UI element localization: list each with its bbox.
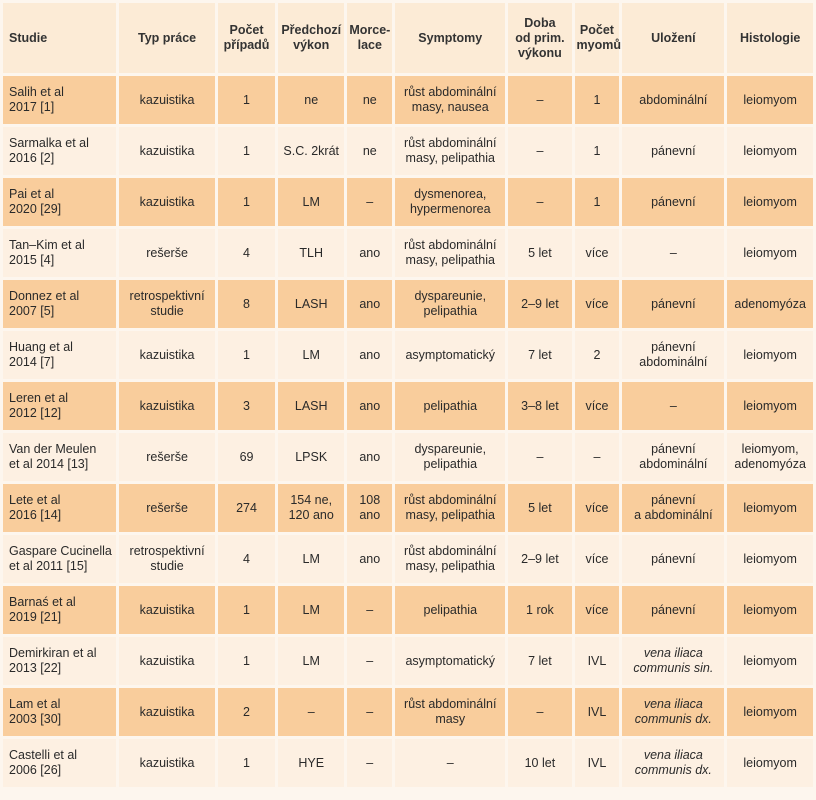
cell-studie: Donnez et al 2007 [5] [3, 280, 116, 328]
cell-typ-prace: retrospektivní studie [119, 280, 215, 328]
cell-pocet-pripadu: 1 [218, 331, 275, 379]
cell-typ-prace: kazuistika [119, 76, 215, 124]
table-row [3, 484, 813, 532]
cell-studie: Pai et al 2020 [29] [3, 178, 116, 226]
cell-predchozi-vykon: S.C. 2krát [278, 127, 344, 175]
cell-symptomy: růst abdominální masy, pelipathia [395, 535, 505, 583]
cell-ulozeni: pánevní abdominální [622, 433, 724, 481]
cell-predchozi-vykon: – [278, 688, 344, 736]
cell-morcelace: ano [347, 280, 392, 328]
cell-typ-prace: kazuistika [119, 688, 215, 736]
cell-pocet-myomu: 1 [575, 178, 620, 226]
cell-histologie: leiomyom [727, 76, 813, 124]
cell-pocet-myomu: více [575, 484, 620, 532]
cell-histologie: leiomyom [727, 637, 813, 685]
cell-doba: 7 let [508, 331, 571, 379]
cell-doba: – [508, 688, 571, 736]
header-typ-prace: Typ práce [119, 3, 215, 73]
table-row [3, 433, 813, 481]
table-row [3, 127, 813, 175]
table-row [3, 586, 813, 634]
cell-doba: 2–9 let [508, 535, 571, 583]
cell-pocet-pripadu: 1 [218, 637, 275, 685]
cell-ulozeni: vena iliaca communis sin. [622, 637, 724, 685]
cell-histologie: leiomyom [727, 382, 813, 430]
cell-predchozi-vykon: LM [278, 178, 344, 226]
cell-pocet-pripadu: 8 [218, 280, 275, 328]
cell-symptomy: asymptomatický [395, 637, 505, 685]
cell-symptomy: dyspareunie, pelipathia [395, 433, 505, 481]
cell-morcelace: – [347, 688, 392, 736]
cell-pocet-pripadu: 4 [218, 229, 275, 277]
cell-studie: Castelli et al 2006 [26] [3, 739, 116, 787]
cell-ulozeni: – [622, 382, 724, 430]
cell-morcelace: ano [347, 382, 392, 430]
cell-typ-prace: rešerše [119, 484, 215, 532]
table-row [3, 331, 813, 379]
cell-pocet-myomu: IVL [575, 739, 620, 787]
cell-pocet-myomu: – [575, 433, 620, 481]
cell-symptomy: pelipathia [395, 586, 505, 634]
cell-doba: 5 let [508, 484, 571, 532]
cell-studie: Sarmalka et al 2016 [2] [3, 127, 116, 175]
table-row [3, 178, 813, 226]
cell-histologie: leiomyom [727, 127, 813, 175]
cell-studie: Van der Meulen et al 2014 [13] [3, 433, 116, 481]
cell-histologie: leiomyom [727, 535, 813, 583]
cell-morcelace: ano [347, 229, 392, 277]
cell-doba: 5 let [508, 229, 571, 277]
cell-morcelace: – [347, 178, 392, 226]
header-pocet-pripadu: Počet případů [218, 3, 275, 73]
cell-typ-prace: retrospektivní studie [119, 535, 215, 583]
table-row [3, 688, 813, 736]
cell-predchozi-vykon: ne [278, 76, 344, 124]
cell-symptomy: růst abdominální masy, pelipathia [395, 127, 505, 175]
cell-pocet-myomu: více [575, 229, 620, 277]
table-row [3, 382, 813, 430]
cell-morcelace: 108 ano [347, 484, 392, 532]
cell-pocet-myomu: více [575, 586, 620, 634]
cell-ulozeni: – [622, 229, 724, 277]
cell-predchozi-vykon: LPSK [278, 433, 344, 481]
cell-morcelace: ne [347, 76, 392, 124]
table-row [3, 637, 813, 685]
cell-ulozeni: pánevní [622, 280, 724, 328]
cell-pocet-myomu: IVL [575, 637, 620, 685]
cell-pocet-pripadu: 1 [218, 178, 275, 226]
cell-morcelace: ano [347, 535, 392, 583]
cell-morcelace: – [347, 586, 392, 634]
cell-doba: 2–9 let [508, 280, 571, 328]
cell-typ-prace: kazuistika [119, 586, 215, 634]
cell-pocet-myomu: více [575, 535, 620, 583]
cell-ulozeni: pánevní a abdominální [622, 484, 724, 532]
cell-symptomy: pelipathia [395, 382, 505, 430]
cell-pocet-pripadu: 4 [218, 535, 275, 583]
cell-studie: Demirkiran et al 2013 [22] [3, 637, 116, 685]
cell-predchozi-vykon: LM [278, 331, 344, 379]
header-ulozeni: Uložení [622, 3, 724, 73]
cell-doba: – [508, 433, 571, 481]
cell-doba: 1 rok [508, 586, 571, 634]
cell-studie: Lete et al 2016 [14] [3, 484, 116, 532]
cell-doba: 10 let [508, 739, 571, 787]
header-morcelace: Morce- lace [347, 3, 392, 73]
header-row [3, 3, 813, 73]
cell-pocet-pripadu: 1 [218, 739, 275, 787]
cell-ulozeni: abdominální [622, 76, 724, 124]
cell-studie: Leren et al 2012 [12] [3, 382, 116, 430]
cell-doba: – [508, 127, 571, 175]
table-row [3, 76, 813, 124]
header-histologie: Histologie [727, 3, 813, 73]
cell-morcelace: ano [347, 331, 392, 379]
cell-ulozeni: pánevní [622, 178, 724, 226]
cell-histologie: leiomyom, adenomyóza [727, 433, 813, 481]
cell-morcelace: ano [347, 433, 392, 481]
header-doba: Doba od prim. výkonu [508, 3, 571, 73]
cell-pocet-pripadu: 1 [218, 76, 275, 124]
cell-studie: Lam et al 2003 [30] [3, 688, 116, 736]
cell-ulozeni: vena iliaca communis dx. [622, 688, 724, 736]
cell-symptomy: růst abdominální masy, nausea [395, 76, 505, 124]
cell-typ-prace: kazuistika [119, 178, 215, 226]
cell-histologie: leiomyom [727, 484, 813, 532]
header-predchozi-vykon: Předchozí výkon [278, 3, 344, 73]
cell-pocet-myomu: 2 [575, 331, 620, 379]
cell-studie: Barnaś et al 2019 [21] [3, 586, 116, 634]
header-studie: Studie [3, 3, 116, 73]
cell-histologie: leiomyom [727, 739, 813, 787]
cell-symptomy: růst abdominální masy, pelipathia [395, 484, 505, 532]
cell-histologie: adenomyóza [727, 280, 813, 328]
cell-pocet-pripadu: 1 [218, 586, 275, 634]
cell-symptomy: – [395, 739, 505, 787]
cell-histologie: leiomyom [727, 178, 813, 226]
cell-predchozi-vykon: 154 ne, 120 ano [278, 484, 344, 532]
cell-predchozi-vykon: HYE [278, 739, 344, 787]
cell-pocet-pripadu: 1 [218, 127, 275, 175]
cell-histologie: leiomyom [727, 331, 813, 379]
table-row [3, 229, 813, 277]
cell-pocet-myomu: 1 [575, 127, 620, 175]
cell-doba: – [508, 76, 571, 124]
cell-pocet-pripadu: 3 [218, 382, 275, 430]
cell-studie: Salih et al 2017 [1] [3, 76, 116, 124]
cell-symptomy: růst abdominální masy, pelipathia [395, 229, 505, 277]
cell-doba: 3–8 let [508, 382, 571, 430]
cell-predchozi-vykon: LM [278, 586, 344, 634]
cell-pocet-myomu: více [575, 382, 620, 430]
cell-typ-prace: kazuistika [119, 637, 215, 685]
table-row [3, 280, 813, 328]
cell-morcelace: – [347, 637, 392, 685]
cell-pocet-pripadu: 2 [218, 688, 275, 736]
cell-predchozi-vykon: LASH [278, 280, 344, 328]
cell-histologie: leiomyom [727, 688, 813, 736]
cell-typ-prace: kazuistika [119, 739, 215, 787]
cell-predchozi-vykon: TLH [278, 229, 344, 277]
cell-predchozi-vykon: LM [278, 535, 344, 583]
table-row [3, 535, 813, 583]
header-pocet-myomu: Počet myomů [575, 3, 620, 73]
cell-ulozeni: pánevní [622, 586, 724, 634]
cell-ulozeni: pánevní [622, 127, 724, 175]
header-symptomy: Symptomy [395, 3, 505, 73]
cell-pocet-myomu: více [575, 280, 620, 328]
cell-pocet-pripadu: 274 [218, 484, 275, 532]
cell-typ-prace: rešerše [119, 433, 215, 481]
cell-symptomy: růst abdominální masy [395, 688, 505, 736]
cell-typ-prace: kazuistika [119, 382, 215, 430]
cell-doba: – [508, 178, 571, 226]
cell-typ-prace: rešerše [119, 229, 215, 277]
cell-ulozeni: pánevní [622, 535, 724, 583]
cell-studie: Tan–Kim et al 2015 [4] [3, 229, 116, 277]
table-row [3, 739, 813, 787]
cell-symptomy: dyspareunie, pelipathia [395, 280, 505, 328]
cell-pocet-myomu: IVL [575, 688, 620, 736]
cell-symptomy: asymptomatický [395, 331, 505, 379]
cell-histologie: leiomyom [727, 586, 813, 634]
cell-pocet-myomu: 1 [575, 76, 620, 124]
cell-predchozi-vykon: LM [278, 637, 344, 685]
cell-pocet-pripadu: 69 [218, 433, 275, 481]
cell-ulozeni: pánevní abdominální [622, 331, 724, 379]
cell-ulozeni: vena iliaca communis dx. [622, 739, 724, 787]
cell-typ-prace: kazuistika [119, 331, 215, 379]
cell-studie: Gaspare Cucinella et al 2011 [15] [3, 535, 116, 583]
cell-studie: Huang et al 2014 [7] [3, 331, 116, 379]
cell-doba: 7 let [508, 637, 571, 685]
cell-typ-prace: kazuistika [119, 127, 215, 175]
cell-histologie: leiomyom [727, 229, 813, 277]
cell-morcelace: ne [347, 127, 392, 175]
cell-symptomy: dysmenorea, hypermenorea [395, 178, 505, 226]
cell-morcelace: – [347, 739, 392, 787]
cell-predchozi-vykon: LASH [278, 382, 344, 430]
